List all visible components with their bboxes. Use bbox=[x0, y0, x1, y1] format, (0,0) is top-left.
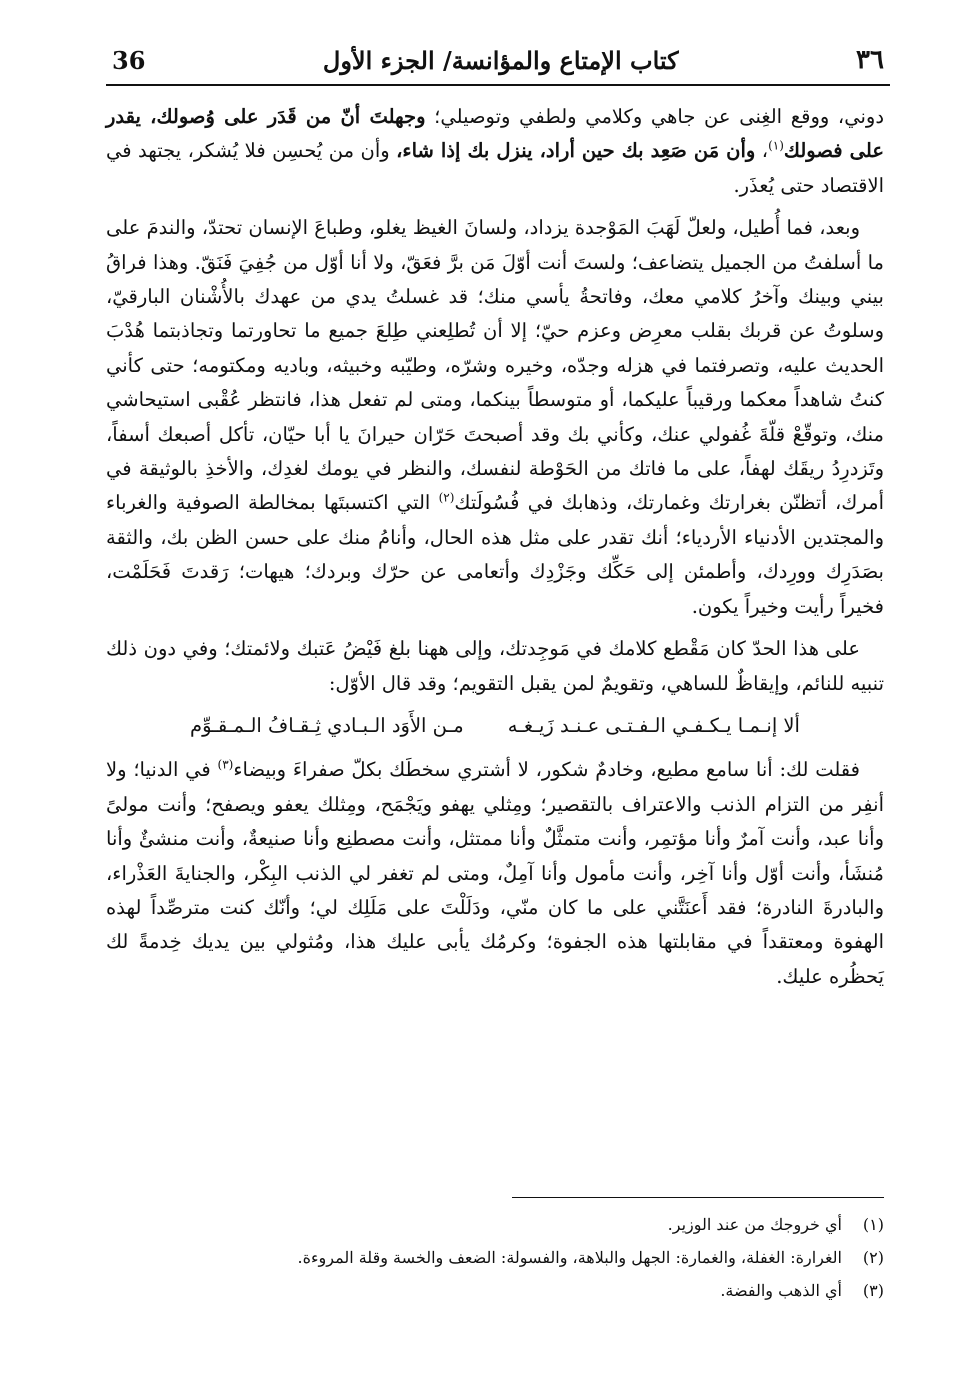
bold-run: وجهلتَ أنّ من قَدَر على وُصولك، يقدر على فصولك bbox=[106, 105, 884, 163]
header-rule bbox=[106, 84, 890, 86]
footnote-number: (٣) bbox=[862, 1281, 884, 1300]
text-run: في الدنيا؛ ولا أنفِر من التزام الذنب والاعتراف بالتقصير؛ ومِثلي يهفو ويَجْمَح، ومِثلك يعفو ويصفح؛ وأنت مولىً وأنا عبد، وأنت آمرٌ وأنا مؤتمِر، وأنت متمثَّلٌ وأنا ممتثل، وأنت مصطنِع وأنا صنيعةٌ، وأنت منشئٌ وأنا مُنشَأ، وأنت أوّل وأنا آخِر، وأنت مأمول وأنا آمِلٌ، ومتى لم تغفر لي الذنب البِكْر، والجنايةَ العَذْراء، والبادرةَ النادرة؛ فقد أَعنَتَّني على ما كان منّي، ودَلَلْتَ على مَلَلِك لي؛ وأنّك كنت مترصِّداً لهذه الهفوة ومعتقداً في مقابلتها هذه الجفوة؛ وكرمُك يأبى عليك هذا، ومُثولي بين يديك خِدمةً لك يَحظُره عليك. bbox=[106, 758, 884, 988]
running-header bbox=[112, 40, 884, 80]
footnote-text: أي خروجك من عند الوزير. bbox=[667, 1215, 842, 1234]
footnote-number: (٢) bbox=[862, 1248, 884, 1267]
text-run: التي اكتسبتَها بمخالطة الصوفية والغرباء والمجتدين الأدنياء الأردياء؛ أنك تقدر على مثل هذه الحال، وأنامُ منك على حسن الظن بك، والثقة بصَدَرِك وورِدك، وأطمئن إلى حَكِّك وجَزْدِك وأتعامى عن حرّك وبردك؛ هيهات؛ رَقدتَ فَحَلَمْت، فخيراً رأيت وخيراً يكون. bbox=[106, 491, 884, 618]
text-run: ، bbox=[755, 139, 769, 163]
footnotes bbox=[106, 1208, 884, 1307]
page-number-latin: 36 bbox=[112, 45, 146, 75]
poetry-verse bbox=[106, 709, 884, 743]
paragraph-1 bbox=[106, 100, 884, 203]
footnote-rule bbox=[512, 1197, 884, 1198]
paragraph-4 bbox=[106, 753, 884, 994]
footnote-number: (١) bbox=[862, 1215, 884, 1234]
footnote-text: الغرارة: الغفلة، والغمارة: الجهل والبلاهة، والفسولة: الضعف والخسة وقلة المروءة. bbox=[297, 1248, 842, 1267]
footnote bbox=[106, 1241, 884, 1274]
footnote bbox=[106, 1208, 884, 1241]
book-title: كتاب الإمتاع والمؤانسة/ الجزء الأول bbox=[322, 45, 679, 75]
text-run: فقلت لك: أنا سامع مطيع، وخادمٌ شكور، لا أشتري سخطَك بكلّ صفراءَ وبيضاء bbox=[233, 758, 860, 782]
paragraph-3 bbox=[106, 632, 884, 701]
bold-run: وأن مَن صَعِد بك حين أراد، ينزل بك إذا شاء، bbox=[396, 139, 756, 163]
text-run: وأن من يُحسِن فلا يُشكر، يجتهد في الاقتصاد حتى يُعذَر. bbox=[106, 139, 884, 197]
footnote-ref-1: (١) bbox=[768, 138, 784, 153]
text-run: وبعد، فما أُطيل، ولعلّ لَهَبَ المَوْجدة يزداد، ولسانَ الغيظ يغلو، وطباعَ الإنسان تحتدّ، والندمَ على ما أسلفتُ من الجميل يتضاعف؛ ولستَ أنت أوّلَ مَن برَّ فعَقّ، ولا أنا أوّل من جُفِيَ فَنَقّ. وهذا فراقُ بيني وبينك وآخرُ كلامي معك، وفاتحةُ يأسي منك؛ قد غسلتُ يدي من عهدك بالأُشْنان البارقيّ، وسلوتُ عن قربك بقلب معرِض وعزم حيّ؛ إلا أن تُطلِعني طِلعَ جميع ما تحاورتما وتجاذبتما هُدْبَ الحديث عليه، وتصرفتما في هزله وجدّه، وخيره وشرّه، وطيّبه وخبيثه، وباديه ومكتومه؛ حتى كأني كنتُ شاهداً معكما ورقيباً عليكما، أو متوسطاً بينكما، ومتى لم تفعل هذا، فانتظر عُقْبى استيحاشي منك، وتوقّعْ قلّةَ غُفولي عنك، وكأني بك وقد أصبحتَ حَرّان حيرانَ يا أبا حيّان، تأكل أصبعك أسفاً، وتَزدرِدُ ريقَك لهفاً، على ما فاتك من الحَوْطة لنفسك، والنظر في يومك لغدِك، والأخذِ بالوثيقة في أمرك، أتظنّن بغرارتك وغمارتك، وذهابك في فُسُولَتك bbox=[106, 216, 884, 515]
footnote-ref-3: (٣) bbox=[217, 757, 234, 772]
text-run: على هذا الحدّ كان مَقْطع كلامك في مَوجِدتك، وإلى ههنا بلغ فَيْضُ عَتبك ولائمتك؛ وفي دون ذلك تنبيه للنائم، وإيقاظٌ للساهي، وتقويمٌ لمن يقبل التقويم؛ وقد قال الأوّل: bbox=[106, 637, 884, 695]
verse-second-hemistich: مـن الأَوَد الـبـادي ثِـقـافُ الـمـقـوِّم bbox=[190, 713, 464, 737]
main-text bbox=[106, 100, 884, 1002]
footnote-text: أي الذهب والفضة. bbox=[720, 1281, 842, 1300]
page-number-arabic: ٣٦ bbox=[856, 45, 884, 75]
paragraph-2 bbox=[106, 211, 884, 624]
verse-first-hemistich: ألا إنـمـا يـكـفـي الـفـتـى عـنـد زَيـغـه bbox=[507, 713, 800, 737]
text-run: دوني، ووقع الغِنى عن جاهي وكلامي ولطفي وتوصيلي؛ bbox=[425, 105, 884, 128]
footnote-ref-2: (٢) bbox=[438, 490, 455, 505]
footnote bbox=[106, 1274, 884, 1307]
